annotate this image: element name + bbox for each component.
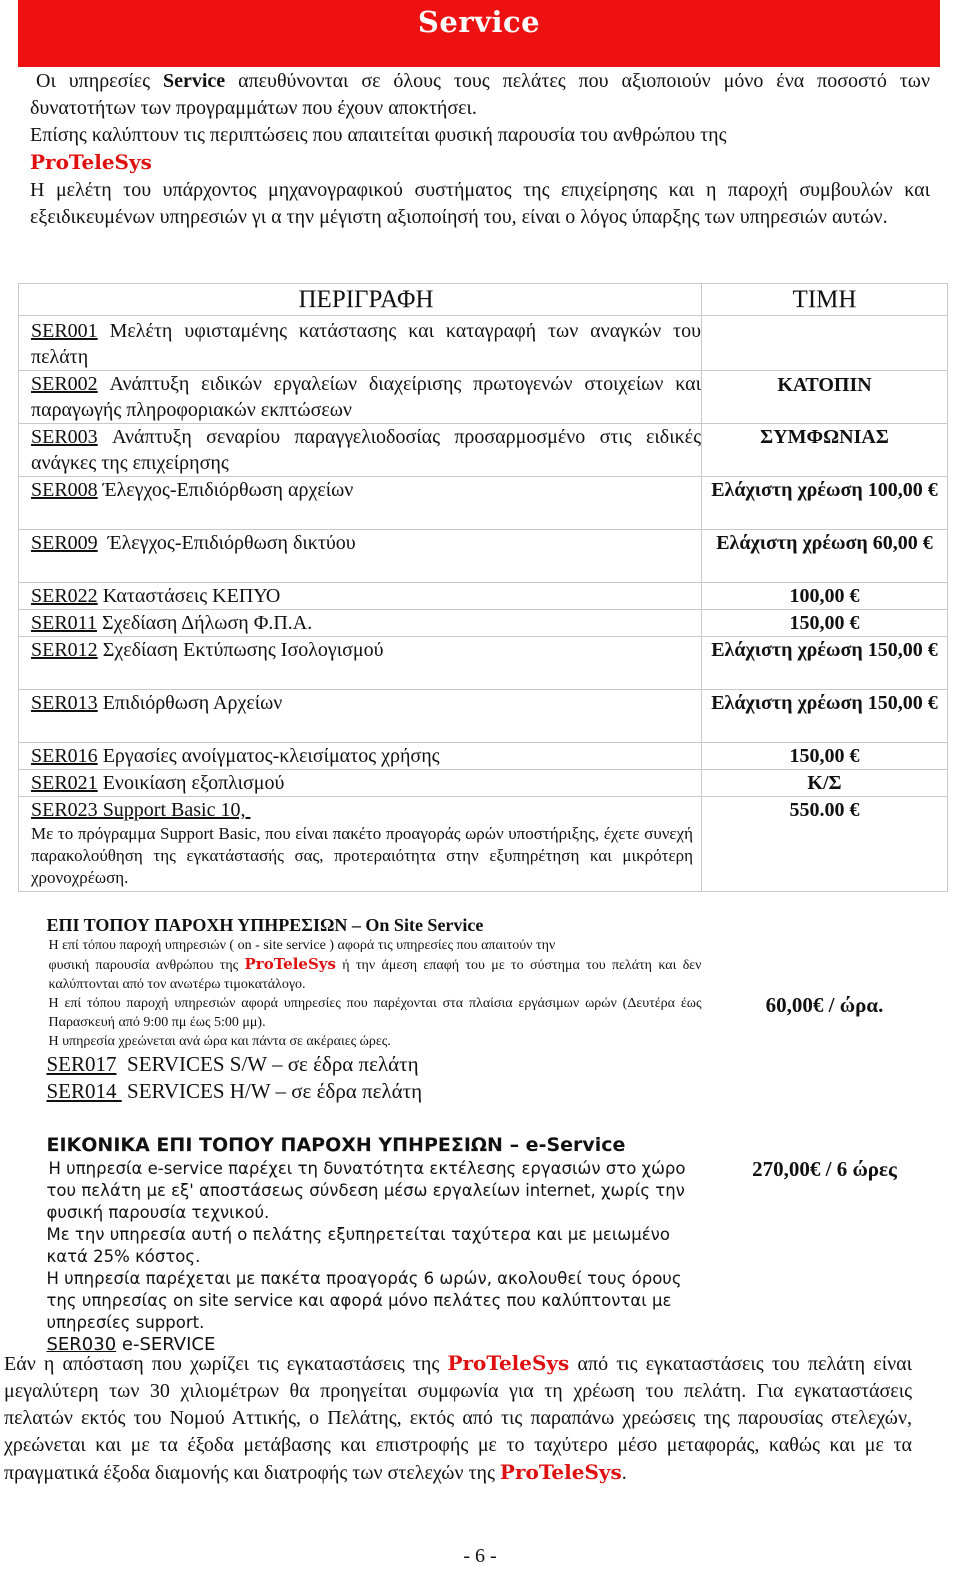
eservice-item-label: e-SERVICE (116, 1334, 216, 1355)
service-code: SER009 (31, 532, 98, 554)
header-price: ΤΙΜΗ (702, 284, 948, 316)
support-desc (19, 797, 702, 892)
service-code: SER016 (31, 745, 98, 767)
row-desc (19, 424, 702, 477)
service-code: SER023 (31, 799, 98, 821)
intro-paragraph-1 (30, 68, 930, 122)
row-price: Κ/Σ (702, 770, 948, 797)
eservice-desc (19, 1114, 702, 1356)
support-row (19, 797, 948, 892)
onsite-item-label: SERVICES H/W – σε έδρα πελάτη (121, 1079, 423, 1103)
service-desc: Εργασίες ανοίγματος-κλεισίματος χρήσης (97, 745, 440, 767)
row-price: ΣΥΜΦΩΝΙΑΣ (702, 424, 948, 477)
row-desc (19, 316, 702, 371)
service-desc: Σχεδίαση Δήλωση Φ.Π.Α. (96, 612, 313, 634)
onsite-price: 60,00€ / ώρα. (702, 892, 948, 1115)
outro-text: από τις εγκαταστάσεις του πελάτη είναι μεγαλύτερη των 30 χιλιομέτρων θα προηγείται συμφωνία για τη χρέωση του πελάτη. Για εγκαταστάσεις πελατών εκτός του Νομού Αττικής, ο Πελάτης, εκτός από τις παραπάνω χρεώσεις της παρουσίας στελεχών, χρεώνεται και με τα έξοδα μετάβασης και επιστροφής με το ταχύτερο μέσο μεταφοράς, καθώς και με τα πραγματικά έξοδα διαμονής και διατροφής των στελεχών της (4, 1353, 912, 1484)
table-row (19, 770, 948, 797)
intro-section (30, 68, 930, 231)
row-desc (19, 477, 702, 530)
intro-text: Επίσης καλύπτουν τις περιπτώσεις που απαιτείται φυσική παρουσία του ανθρώπου της (30, 124, 727, 146)
support-text: Με το πρόγραμμα Support Basic, που είναι πακέτο προαγοράς ωρών υποστήριξης, έχετε συνεχή παρακολούθηση της εγκατάστασής σας, προτεραιότητα στην εξυπηρέτηση και μικρότερη χρονοχρέωση. (31, 824, 693, 887)
service-code: SER002 (31, 373, 98, 395)
row-desc (19, 770, 702, 797)
brand-name: ProTeleSys (499, 1460, 622, 1484)
row-price: Ελάχιστη χρέωση 150,00 € (702, 690, 948, 743)
service-desc: Μελέτη υφισταμένης κατάστασης και καταγραφή των αναγκών του πελάτη (31, 320, 701, 368)
table-row (19, 637, 948, 690)
onsite-text-3: Η επί τόπου παροχή υπηρεσιών αφορά υπηρεσίες που παρέχονται στα πλαίσια εργάσιμων ωρών (Δευτέρα έως Παρασκευή από 9:00 πμ έως 5:00 μμ). (48, 996, 702, 1030)
row-desc (19, 637, 702, 690)
row-desc (19, 610, 702, 637)
service-desc: Ενοικίαση εξοπλισμού (97, 772, 285, 794)
title-banner (18, 0, 940, 67)
intro-bold-service: Service (162, 70, 226, 92)
service-code: SER021 (31, 772, 98, 794)
service-code: SER022 (31, 585, 98, 607)
onsite-title: ΕΠΙ ΤΟΠΟΥ ΠΑΡΟΧΗ ΥΠΗΡΕΣΙΩΝ – On Site Service (46, 915, 484, 935)
row-price: Ελάχιστη χρέωση 100,00 € (702, 477, 948, 530)
table-row (19, 530, 948, 583)
eservice-title: ΕΙΚΟΝΙΚΑ ΕΠΙ ΤΟΠΟΥ ΠΑΡΟΧΗ ΥΠΗΡΕΣΙΩΝ – e-Service (46, 1134, 626, 1156)
outro-paragraph (4, 1350, 912, 1487)
table-row (19, 583, 948, 610)
table-row (19, 690, 948, 743)
eservice-text-3: Η υπηρεσία παρέχεται με πακέτα προαγοράς 6 ωρών, ακολουθεί τους όρους της υπηρεσίας on site service και αφορά μόνο πελάτες που καλύπτονται με υπηρεσίες support. (46, 1269, 682, 1332)
row-desc (19, 690, 702, 743)
outro-text: . (621, 1462, 627, 1484)
intro-text: απευθύνονται σε όλους τους πελάτες που αξιοποιούν μόνο ένα ποσοστό των δυνατοτήτων των προγραμμάτων που έχουν αποκτήσει. (30, 70, 930, 119)
eservice-text-2: Με την υπηρεσία αυτή ο πελάτης εξυπηρετείται ταχύτερα και με μειωμένο κατά 25% κόστος. (46, 1225, 670, 1266)
row-price (702, 316, 948, 371)
onsite-text: φυσική παρουσία ανθρώπου της (48, 958, 245, 973)
brand-name: ProTeleSys (447, 1351, 570, 1375)
service-desc: Ανάπτυξη σεναρίου παραγγελιοδοσίας προσαρμοσμένο στις ειδικές ανάγκες της επιχείρησης (31, 426, 701, 474)
intro-paragraph-3: Η μελέτη του υπάρχοντος μηχανογραφικού συστήματος της επιχείρησης και η παροχή συμβουλών και εξειδικευμένων υπηρεσιών γι α την μέγιστη αξιοποίησή του, είναι ο λόγος ύπαρξης των υπηρεσιών αυτών. (30, 179, 930, 228)
service-code: SER017 (46, 1052, 117, 1076)
table-row (19, 316, 948, 371)
intro-text: Οι υπηρεσίες (36, 70, 163, 92)
intro-paragraph-2 (30, 122, 930, 177)
service-code: SER003 (31, 426, 98, 448)
onsite-item (47, 1051, 702, 1078)
table-row (19, 743, 948, 770)
row-price: 150,00 € (702, 743, 948, 770)
header-description: ΠΕΡΙΓΡΑΦΗ (19, 284, 702, 316)
onsite-text-1: Η επί τόπου παροχή υπηρεσιών ( on - site service ) αφορά τις υπηρεσίες που απαιτούν την (48, 938, 556, 953)
service-desc: Καταστάσεις ΚΕΠΥΟ (97, 585, 281, 607)
service-desc: Σχεδίαση Εκτύπωσης Ισολογισμού (97, 639, 384, 661)
outro-text: Εάν η απόσταση που χωρίζει τις εγκαταστάσεις της (4, 1353, 448, 1375)
onsite-desc (19, 892, 702, 1115)
service-code: SER008 (31, 479, 98, 501)
row-price: 100,00 € (702, 583, 948, 610)
row-desc (19, 530, 702, 583)
row-price: Ελάχιστη χρέωση 150,00 € (702, 637, 948, 690)
row-price: 150,00 € (702, 610, 948, 637)
support-title-line (31, 797, 701, 823)
service-code: SER011 (31, 612, 97, 634)
table-header-row (19, 284, 948, 316)
service-desc: Έλεγχος-Επιδιόρθωση αρχείων (97, 479, 354, 501)
brand-name: ProTeleSys (244, 955, 336, 973)
table-row (19, 424, 948, 477)
onsite-text: ή την άμεση επαφή του με το σύστημα του πελάτη και δεν καλύπτονται από τον ανωτέρω τιμοκατάλογο. (48, 958, 702, 992)
service-code: SER013 (31, 692, 98, 714)
service-code: SER012 (31, 639, 98, 661)
row-desc (19, 743, 702, 770)
service-desc: Επιδιόρθωση Αρχείων (97, 692, 283, 714)
row-price: Ελάχιστη χρέωση 60,00 € (702, 530, 948, 583)
service-code: SER030 (46, 1334, 117, 1355)
onsite-item (47, 1078, 702, 1105)
service-desc: Ανάπτυξη ειδικών εργαλείων διαχείρισης πρωτογενών στοιχείων και παραγωγής πληροφοριακών εκπτώσεων (31, 373, 701, 421)
brand-name: ProTeleSys (30, 150, 152, 174)
service-code: SER001 (31, 320, 98, 342)
onsite-text-2 (31, 955, 702, 994)
row-price: ΚΑΤΟΠΙΝ (702, 371, 948, 424)
table-row (19, 371, 948, 424)
row-desc (19, 371, 702, 424)
eservice-price: 270,00€ / 6 ώρες (752, 1157, 897, 1181)
table-row (19, 610, 948, 637)
eservice-text-1: Η υπηρεσία e-service παρέχει τη δυνατότητα εκτέλεσης εργασιών στο χώρο του πελάτη με εξ' αποστάσεως σύνδεση μέσω εργαλείων internet, χωρίς την φυσική παρουσία τεχνικού. (46, 1159, 686, 1222)
services-table (18, 283, 948, 1356)
table-row (19, 477, 948, 530)
service-desc: Έλεγχος-Επιδιόρθωση δικτύου (97, 532, 356, 554)
onsite-row (19, 892, 948, 1115)
page-number: - 6 - (463, 1545, 497, 1567)
support-price: 550.00 € (702, 797, 948, 892)
service-code: SER014 (46, 1079, 122, 1103)
onsite-text-4: Η υπηρεσία χρεώνεται ανά ώρα και πάντα σε ακέραιες ώρες. (48, 1034, 391, 1049)
row-desc (19, 583, 702, 610)
support-title: Support Basic 10, (97, 799, 251, 821)
page-title: Service (417, 5, 541, 39)
eservice-row (19, 1114, 948, 1356)
onsite-item-label: SERVICES S/W – σε έδρα πελάτη (116, 1052, 419, 1076)
